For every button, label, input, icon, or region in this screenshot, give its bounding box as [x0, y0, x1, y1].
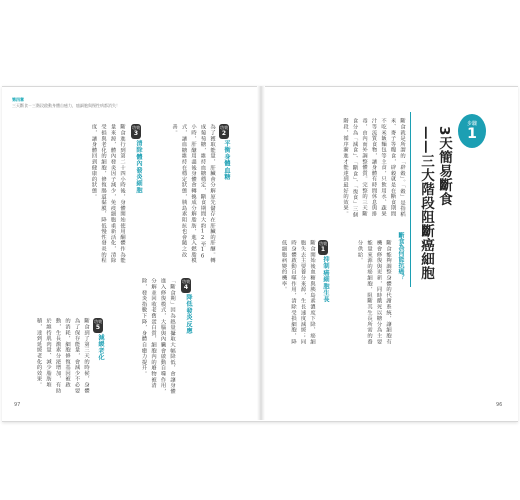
effect-badge-label: 功效: [319, 241, 327, 246]
effect-badge-label: 功效: [132, 125, 140, 130]
effect-badge-number: 3: [133, 130, 139, 137]
intro-text: 斷食就是所謂的「辟穀」。「穀」是指稻米、麥子等糧食，辟穀就是在斷食期間不吃米飯麵包等主食，只飲用水、蔬果汁等流質食物，讓身體有時間休息與排毒，由內而外調整體質。完整的三天斷食分為「減食」、「斷食」、「復食」三個階段，循序漸進才能達到最好的效果。: [342, 118, 405, 218]
effect-badge-label: 功效: [182, 279, 190, 284]
effect-badge-3: [131, 124, 141, 139]
effect-badge-label: 功效: [220, 125, 228, 130]
step-label: 步驟: [466, 121, 477, 127]
section-heading-reduce-inflammation: 降低發炎反應: [185, 294, 192, 335]
step-badge: [458, 114, 486, 148]
step-number: 1: [467, 126, 477, 142]
page-number-right: 96: [496, 402, 503, 408]
effect-badge-number: 2: [221, 130, 227, 137]
page-number-left: 97: [14, 402, 21, 408]
title-line-1: 3天簡易斷食: [436, 126, 452, 206]
effect-badge-4: [181, 278, 191, 293]
effect-badge-5: [93, 318, 103, 333]
title-line-2: ——三大階段阻斷癌細胞: [418, 126, 434, 280]
effect-badge-number: 1: [320, 246, 326, 253]
section-heading-balance-blood-sugar: 平衡身體血糖: [223, 140, 230, 181]
title-divider: [410, 112, 411, 287]
chapter-title: [417, 126, 453, 316]
running-head: [12, 97, 120, 109]
section-heading-inhibit-cancer: 抑制癌細胞生長: [322, 256, 329, 303]
section-text-balance-blood-sugar: 為了獲取能量，肝臟會分解原先儲存在肝臟的肝醣。轉成葡萄糖，維持血糖穩定，斷食期間大約12至16小時，肝醣用盡後身體會轉換成分解脂肪，進入燃脂模式，讓血糖維持在穩定狀態，胰島素阻抗也會隨之改善。: [171, 124, 215, 264]
running-head-chapter: 第四章: [12, 97, 24, 102]
question-text: 斷食能夠調整身體的代謝系統，讓細胞有機會修復與更新，同時餓死以糖分為主要能量來源的癌細胞，阻斷其生長所需的養分供給。: [356, 240, 391, 345]
section-heading-clear-inflammation: 清除體內發炎細胞: [135, 140, 142, 194]
effect-badge-label: 功效: [94, 319, 102, 324]
section-text-inhibit-cancer: 斷食開始後血糖與胰島素濃度下降，癌細胞失去主要養分來源，生長速度減緩；同時身體啟動自噬作用，清除受損細胞，降低細胞病變的機率。: [280, 240, 315, 345]
effect-badge-number: 5: [95, 324, 101, 331]
book-gutter: [257, 86, 265, 420]
effect-badge-2: [219, 124, 229, 139]
effect-badge-number: 4: [183, 284, 189, 291]
running-head-line: 三天斷食－三階段啟動身體自癒力，癌細胞與慢性病都消失！: [12, 103, 120, 108]
effect-badge-1: [318, 240, 328, 255]
section-heading-slow-aging: 減緩老化: [97, 334, 104, 361]
section-text-reduce-inflammation: 「斷食期」因為熱量攝取大幅降低，會讓身體進入修復模式，大腦與內臟會啟動自噬作用，分解並回收老舊蛋白質，細胞內的廢物被清除，發炎指數下降，身體自癒力提升。: [140, 278, 175, 394]
section-text-slow-aging: 斷食到了第三天的時候，身體為了保存能量，會減少不必要的消耗，細胞修復基因被啟動，生長激素分泌增加，有助於維持肌肉量、減少脂肪堆積，達到延緩老化的效果。: [35, 318, 89, 394]
section-text-clear-inflammation: 斷食進行到第二十四小時後，身體開始使用酮體作為能量來源，體內發炎因子減少，免疫細胞重新活化，清除受損與老化的細胞，修復腸道黏膜，降低慢性發炎的程度，讓身體回到健康的狀態。: [90, 124, 125, 264]
question-heading: 斷食為何能抗癌？: [397, 232, 404, 280]
